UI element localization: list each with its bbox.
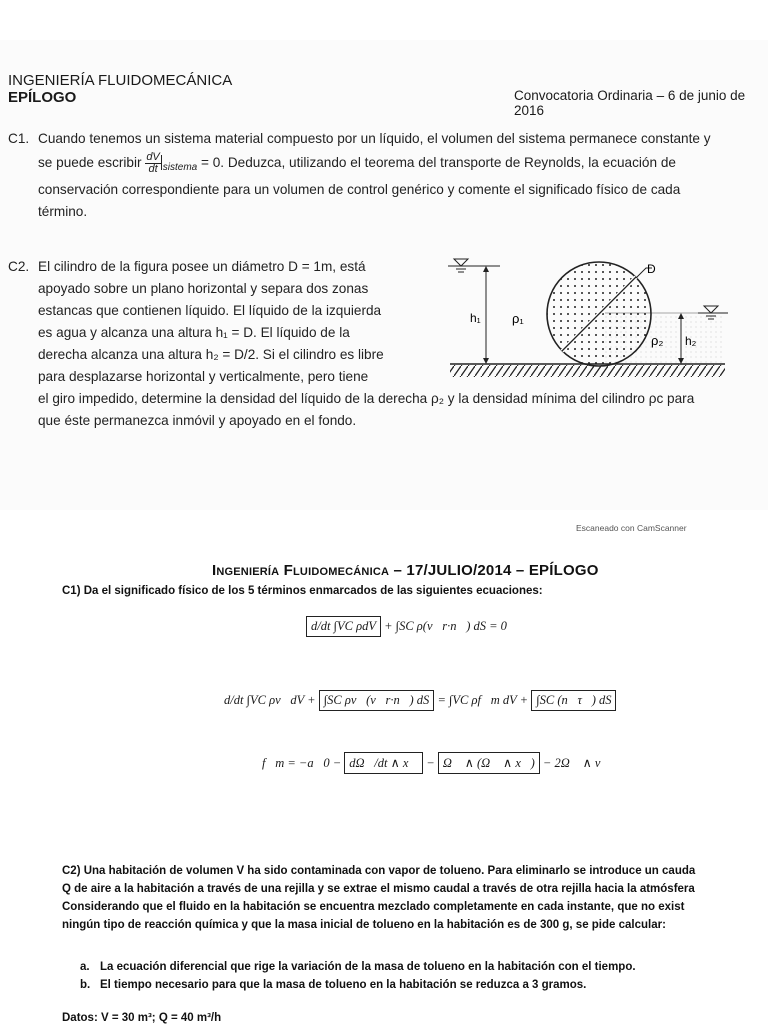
doc2-c2-line4: ningún tipo de reacción química y que la masa inicial de tolueno en la habitación es de 300 g, se pide calcular: bbox=[62, 919, 666, 931]
frac-num: dV bbox=[146, 151, 160, 163]
c2-line6: para desplazarse horizontal y verticalmente, pero tiene bbox=[38, 369, 369, 384]
eq3-mid: − bbox=[426, 756, 435, 770]
label-rho1: ρ₁ bbox=[512, 311, 524, 326]
item-b-label: b. bbox=[80, 979, 91, 991]
c1-text-b-pre: se puede escribir bbox=[38, 155, 142, 171]
question-c1 bbox=[8, 128, 760, 223]
scanner-watermark: Escaneado con CamScanner bbox=[576, 523, 687, 533]
question-c2-cont bbox=[8, 388, 764, 432]
c2-line8: que éste permanezca inmóvil y apoyado en el fondo. bbox=[38, 413, 357, 428]
ground-hatch bbox=[450, 365, 725, 377]
eq2-boxed-term-2: ∫SC (n⃗τ⃗) dS bbox=[531, 690, 616, 711]
c2-line4: es agua y alcanza una altura h₁ = D. El líquido de la bbox=[38, 325, 350, 340]
frac-sub: sistema bbox=[162, 162, 198, 174]
frac-den: dt bbox=[148, 163, 158, 175]
equation-3 bbox=[262, 752, 610, 774]
eq3-boxed-term-2: Ω⃗ ∧ (Ω⃗ ∧ x⃗) bbox=[438, 752, 540, 774]
eq1-boxed-term: d/dt ∫VC ρdV bbox=[306, 616, 381, 637]
dv-dt-fraction bbox=[145, 152, 160, 175]
doc2-title bbox=[212, 562, 599, 579]
c1-text-c: conservación correspondiente para un volumen de control genérico y comente el significado físico de cada bbox=[38, 182, 681, 198]
exam-date: Convocatoria Ordinaria – 6 de junio de 2016 bbox=[514, 88, 746, 118]
eq2-boxed-term-1: ∫SC ρv⃗(v⃗r·n⃗) dS bbox=[319, 690, 435, 711]
c1-text-d: término. bbox=[38, 204, 88, 220]
course-subtitle: EPÍLOGO bbox=[8, 89, 77, 106]
doc2-c2-line1: C2) Una habitación de volumen V ha sido contaminada con vapor de tolueno. Para eliminarlo se introduce un cauda bbox=[62, 865, 696, 877]
doc2-item-a bbox=[80, 958, 636, 976]
course-header bbox=[8, 72, 232, 106]
left-level-triangle bbox=[454, 259, 468, 266]
doc2-c2-line2: Q de aire a la habitación a través de una rejilla y se extrae el mismo caudal a través de otra rejilla hacia la atmósfera bbox=[62, 883, 695, 895]
doc2-c2-paragraph bbox=[62, 862, 768, 934]
eq1-rest: + ∫SC ρ(v⃗r·n⃗) dS = 0 bbox=[384, 619, 507, 633]
c2-label: C2. bbox=[8, 259, 30, 274]
label-h2: h₂ bbox=[685, 334, 697, 348]
question-c2 bbox=[8, 256, 418, 388]
c2-line2: apoyado sobre un plano horizontal y separa dos zonas bbox=[38, 281, 369, 296]
c1-label: C1. bbox=[8, 131, 30, 146]
eq3-boxed-term-1: dΩ⃗/dt ∧ x⃗ bbox=[344, 752, 423, 774]
equation-2 bbox=[224, 690, 616, 711]
label-h1: h₁ bbox=[470, 311, 481, 325]
c2-line5: derecha alcanza una altura h₂ = D/2. Si el cilindro es libre bbox=[38, 347, 384, 362]
course-title: INGENIERÍA FLUIDOMECÁNICA bbox=[8, 72, 233, 89]
label-d: D bbox=[647, 262, 656, 276]
eq2-part-a: d/dt ∫VC ρv⃗dV + bbox=[224, 693, 316, 707]
item-a-text: La ecuación diferencial que rige la variación de la masa de tolueno en la habitación con el tiempo. bbox=[100, 961, 636, 973]
eq3-part-a: f⃗m = −a⃗0 − bbox=[262, 756, 342, 770]
equation-1 bbox=[306, 616, 507, 637]
eq3-end: − 2Ω⃗ ∧ v⃗ bbox=[542, 756, 611, 770]
doc2-data-cut: Datos: V = 30 m³; Q = 40 m³/h bbox=[62, 1012, 222, 1024]
label-rho2: ρ₂ bbox=[651, 333, 664, 348]
c2-line1: El cilindro de la figura posee un diámetro D = 1m, está bbox=[38, 259, 366, 274]
eq2-mid: = ∫VC ρf⃗m dV + bbox=[437, 693, 529, 707]
item-a-label: a. bbox=[80, 961, 90, 973]
cylinder-figure bbox=[440, 256, 740, 386]
c2-line3: estancas que contienen líquido. El líquido de la izquierda bbox=[38, 303, 382, 318]
doc2-title-a: Ingeniería Fluidomecánica bbox=[212, 562, 390, 579]
doc2-c2-line3: Considerando que el fluido en la habitación se encuentra mezclado completamente en cada instante, que no exist bbox=[62, 901, 685, 913]
c1-text-a: Cuando tenemos un sistema material compuesto por un líquido, el volumen del sistema permanece constante y bbox=[38, 131, 711, 146]
right-level-triangle bbox=[704, 306, 718, 313]
c1-text-b-post: = 0. Deduzca, utilizando el teorema del transporte de Reynolds, la ecuación de bbox=[201, 155, 676, 171]
doc2-item-b bbox=[80, 976, 586, 994]
item-b-text: El tiempo necesario para que la masa de tolueno en la habitación se reduzca a 3 gramos. bbox=[100, 979, 587, 991]
doc2-title-b: – 17/JULIO/2014 – EPÍLOGO bbox=[389, 562, 599, 579]
doc2-c1-heading: C1) Da el significado físico de los 5 términos enmarcados de las siguientes ecuaciones: bbox=[62, 585, 543, 597]
c2-line7: el giro impedido, determine la densidad del líquido de la derecha ρ₂ y la densidad mínima del cilindro ρc para bbox=[38, 391, 695, 406]
